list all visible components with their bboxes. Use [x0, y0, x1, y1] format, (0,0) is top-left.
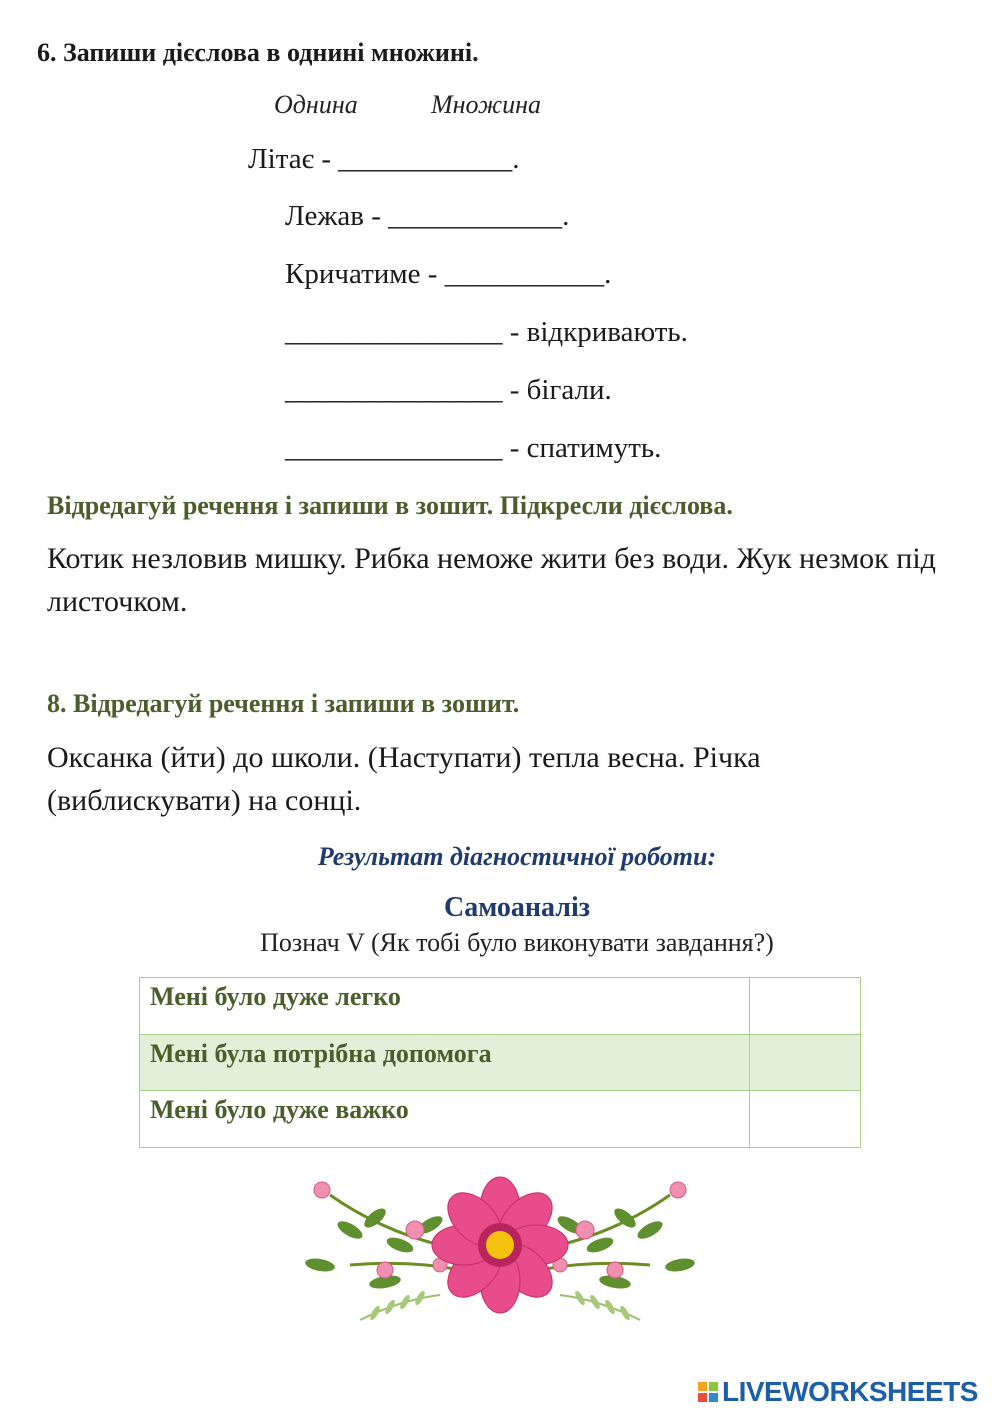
option-label: Мені було дуже легко: [140, 978, 750, 1035]
task8-text: Оксанка (йти) до школи. (Наступати) тепла весна. Річка (виблискувати) на сонці.: [47, 741, 761, 817]
verb-row-4: _______________ - відкривають.: [285, 316, 688, 348]
liveworksheets-brand: [698, 1377, 978, 1407]
verb-row-3: Кричатиме - ___________.: [285, 258, 612, 290]
self-analysis-title: Самоаналіз: [443, 892, 591, 923]
task6-title: 6. Запиши дієслова в однині множині.: [37, 38, 479, 67]
column-header-plural: Множина: [431, 90, 541, 119]
self-analysis-instruction: Познач V (Як тобі було виконувати завдання?): [260, 928, 774, 957]
verb-row-2: Лежав - ____________.: [285, 200, 570, 232]
task7-title: Відредагуй речення і запиши в зошит. Підкресли дієслова.: [47, 491, 733, 520]
option-label: Мені було дуже важко: [140, 1091, 750, 1148]
mark-cell[interactable]: [750, 1035, 861, 1091]
verb-row-1: Літає - ____________.: [248, 143, 520, 175]
liveworksheets-brand-text: LIVEWORKSHEETS: [722, 1376, 978, 1407]
task8-title: 8. Відредагуй речення і запиши в зошит.: [47, 689, 520, 718]
verb-row-5: _______________ - бігали.: [285, 374, 612, 406]
self-analysis-row: [140, 1091, 861, 1148]
mark-cell[interactable]: [750, 1091, 861, 1148]
task7-text: Котик незловив мишку. Рибка неможе жити без води. Жук незмок під листочком.: [47, 542, 936, 618]
result-title: Результат діагностичної роботи:: [317, 842, 717, 871]
flower-garland-icon: [290, 1170, 710, 1340]
option-label: Мені була потрібна допомога: [140, 1035, 750, 1091]
self-analysis-table: [139, 977, 861, 1148]
mark-cell[interactable]: [750, 978, 861, 1035]
self-analysis-row: [140, 978, 861, 1035]
self-analysis-row: [140, 1035, 861, 1091]
liveworksheets-logo-icon: [698, 1382, 718, 1402]
column-header-singular: Однина: [274, 90, 358, 119]
verb-row-6: _______________ - спатимуть.: [285, 432, 662, 464]
